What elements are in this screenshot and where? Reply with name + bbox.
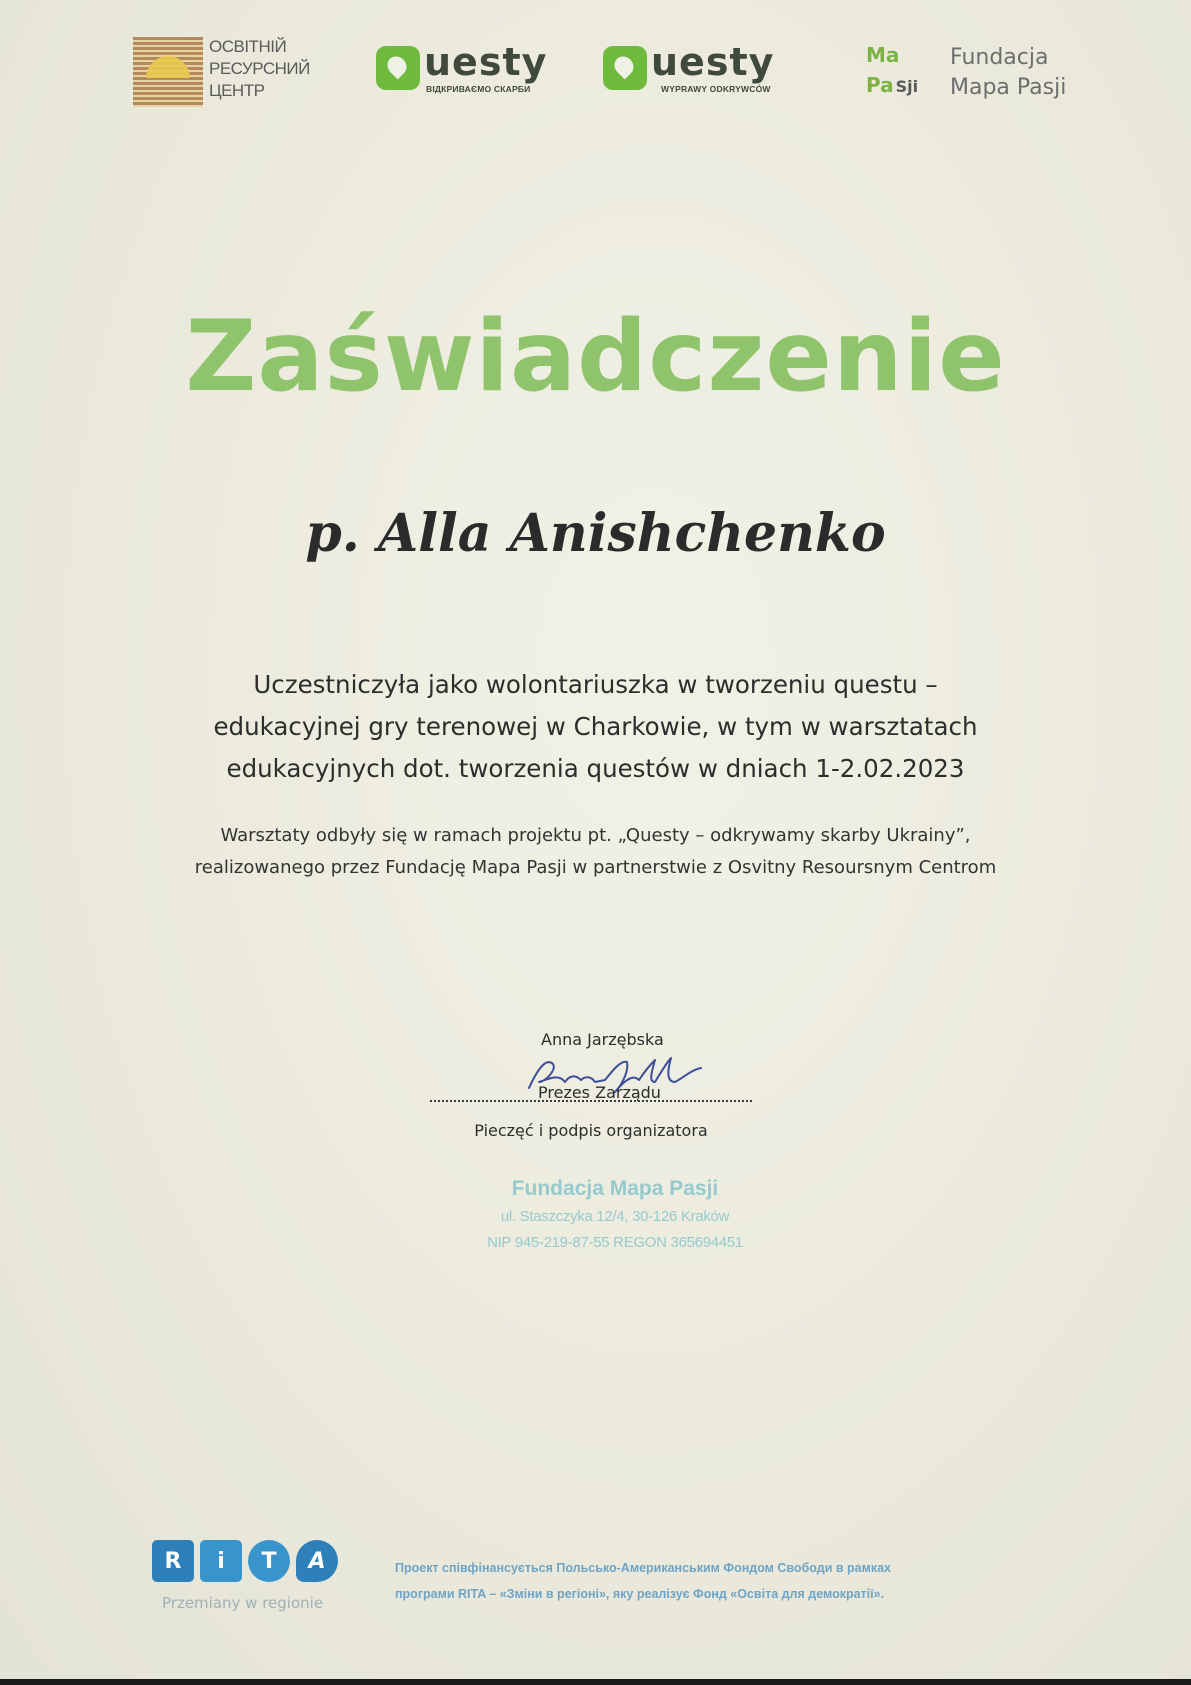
mapa-pasji-text	[950, 43, 1066, 103]
stamp-line: NIP 945-219-87-55 REGON 365694451	[487, 1234, 743, 1251]
description-line: Uczestniczyła jako wolontariuszka w tworzeniu questu –	[253, 670, 938, 699]
mapa-pasji-mark-line	[866, 70, 926, 102]
funding-note	[395, 1555, 1055, 1607]
signature-dotted-line	[430, 1100, 752, 1102]
mapa-pasji-mark-part: Sji	[895, 77, 919, 96]
mapa-pasji-mark-part: Pa	[866, 73, 894, 97]
certificate-description	[120, 664, 1071, 790]
rita-letter: R	[152, 1540, 194, 1582]
questy-q-icon	[376, 46, 420, 90]
questy-wordmark: uesty	[651, 40, 775, 84]
certificate-title: Zaświadczenie	[185, 300, 1006, 414]
stamp-line: Fundacja Mapa Pasji	[511, 1177, 719, 1200]
questy-tagline: ВІДКРИВАЄМО СКАРБИ	[426, 84, 531, 94]
signatory-name: Anna Jarzębska	[541, 1030, 664, 1049]
orc-logo-line: ОСВІТНІЙ	[209, 37, 287, 56]
questy-tagline: WYPRAWY ODKRYWCÓW	[661, 84, 771, 94]
funding-note-line: Проект співфінансується Польсько-Американським Фондом Свободи в рамках	[395, 1561, 892, 1575]
questy-ua-logo	[376, 40, 576, 98]
questy-q-icon	[603, 46, 647, 90]
orc-logo-line: ЦЕНТР	[209, 81, 265, 100]
rita-tagline: Przemiany w regionie	[162, 1594, 324, 1612]
mapa-pasji-line: Fundacja	[950, 45, 1049, 70]
rita-letter: A	[296, 1540, 338, 1582]
organization-stamp	[450, 1174, 780, 1256]
mapa-pasji-line: Mapa Pasji	[950, 75, 1067, 100]
signatory-role: Prezes Zarządu	[538, 1083, 661, 1102]
rita-logo	[152, 1540, 338, 1584]
rita-letter: T	[248, 1540, 290, 1582]
orc-logo-line: РЕСУРСНИЙ	[209, 59, 310, 78]
signature-caption: Pieczęć i podpis organizatora	[474, 1121, 708, 1140]
mapa-pasji-mark-line: Ma	[866, 43, 900, 67]
project-line: realizowanego przez Fundację Mapa Pasji w partnerstwie z Osvitny Resoursnym Centrom	[194, 857, 997, 878]
project-line: Warsztaty odbyły się w ramach projektu pt. „Questy – odkrywamy skarby Ukrainy”,	[220, 825, 971, 846]
project-info	[80, 820, 1111, 884]
questy-pl-logo	[603, 40, 803, 98]
mapa-pasji-mark	[866, 40, 926, 104]
description-line: edukacyjnej gry terenowej w Charkowie, w tym w warsztatach	[213, 712, 978, 741]
orc-logo-text	[209, 36, 310, 102]
description-line: edukacyjnych dot. tworzenia questów w dniach 1-2.02.2023	[226, 754, 965, 783]
questy-wordmark: uesty	[424, 40, 548, 84]
rita-letter: i	[200, 1540, 242, 1582]
funding-note-line: програми RITA – «Зміни в регіоні», яку реалізує Фонд «Освіта для демократії».	[395, 1587, 885, 1601]
stamp-line: ul. Staszczyka 12/4, 30-126 Kraków	[500, 1208, 730, 1225]
recipient-name: p. Alla Anishchenko	[305, 503, 886, 564]
